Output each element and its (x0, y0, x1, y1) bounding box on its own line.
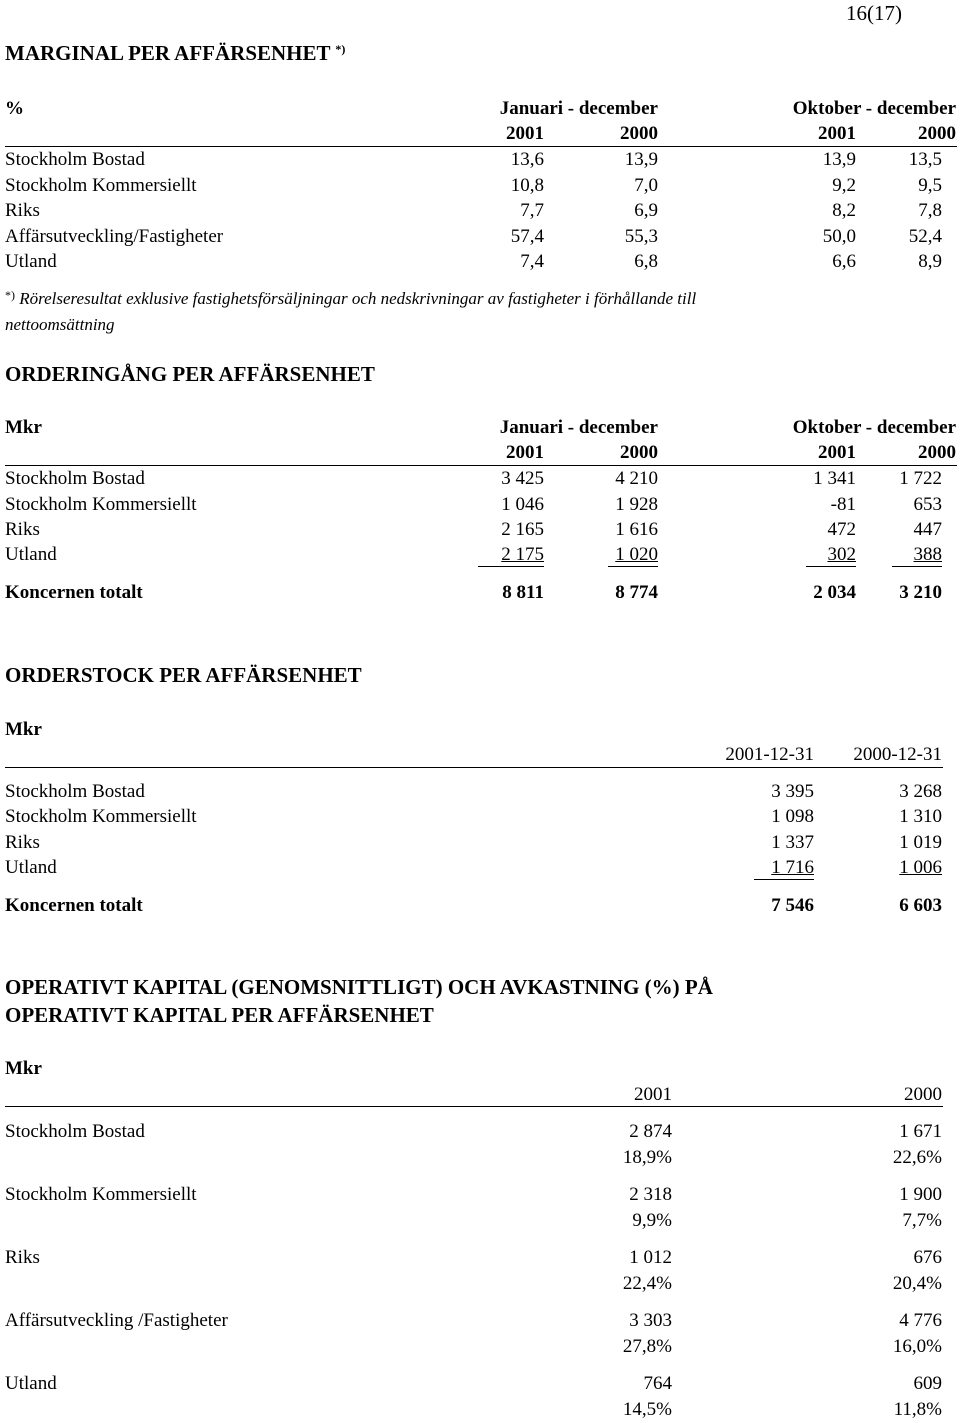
marginal-year: 2000 (620, 123, 658, 144)
orderingang-title: ORDERINGÅNG PER AFFÄRSENHET (5, 362, 375, 386)
kapital-title-line1: OPERATIVT KAPITAL (GENOMSNITTLIGT) OCH AVKASTNING (%) PÅ (5, 975, 713, 999)
table-row-label: Stockholm Bostad (5, 149, 145, 170)
table-cell: 6,6 (832, 251, 856, 272)
table-cell: 8,9 (918, 251, 942, 272)
kapital-year: 2000 (904, 1084, 942, 1105)
table-cell: 13,9 (624, 149, 658, 170)
table-cell: 13,5 (908, 149, 942, 170)
orderstock-total: 7 546 (771, 895, 814, 916)
orderstock-date: 2001-12-31 (725, 744, 814, 765)
marginal-unit: % (5, 98, 24, 119)
capital-cell: 2 318 (629, 1184, 672, 1205)
table-cell: 1 310 (899, 806, 942, 827)
table-row-label: Riks (5, 519, 40, 540)
sum-underline (892, 566, 942, 567)
orderstock-total-label: Koncernen totalt (5, 895, 143, 916)
table-cell: 1 019 (899, 832, 942, 853)
marginal-year: 2001 (506, 123, 544, 144)
marginal-footnote: *) Rörelseresultat exklusive fastighetsförsäljningar och nedskrivningar av fastigheter i förhållande till (5, 288, 697, 308)
header-divider (5, 146, 957, 147)
capital-cell: 2 874 (629, 1121, 672, 1142)
table-cell: 13,6 (510, 149, 544, 170)
table-cell: 1 722 (899, 468, 942, 489)
table-row-label: Stockholm Kommersiellt (5, 175, 197, 196)
return-cell: 7,7% (902, 1210, 942, 1231)
footnote-marker: *) (335, 42, 346, 56)
table-cell: 447 (913, 519, 942, 540)
table-cell: 3 425 (501, 468, 544, 489)
table-cell: 7,0 (634, 175, 658, 196)
orderingang-year: 2001 (506, 442, 544, 463)
orderingang-header-jan: Januari - december (499, 417, 658, 438)
orderingang-unit: Mkr (5, 417, 42, 438)
footnote-marker: *) (5, 288, 15, 302)
sum-underline (478, 566, 544, 567)
orderingang-year: 2000 (620, 442, 658, 463)
kapital-year: 2001 (634, 1084, 672, 1105)
marginal-header-jan: Januari - december (499, 98, 658, 119)
table-cell: 7,7 (520, 200, 544, 221)
table-row-label: Utland (5, 857, 57, 878)
capital-cell: 609 (913, 1373, 942, 1394)
marginal-header-okt: Oktober - december (792, 98, 956, 119)
orderstock-title: ORDERSTOCK PER AFFÄRSENHET (5, 663, 362, 687)
return-cell: 11,8% (893, 1399, 942, 1420)
table-row-label: Stockholm Bostad (5, 468, 145, 489)
capital-cell: 764 (643, 1373, 672, 1394)
capital-cell: 4 776 (899, 1310, 942, 1331)
table-cell: 3 395 (771, 781, 814, 802)
table-cell: 7,8 (918, 200, 942, 221)
return-cell: 27,8% (622, 1336, 672, 1357)
orderingang-total: 2 034 (813, 582, 856, 603)
table-cell: 2 175 (501, 544, 544, 565)
orderingang-total: 3 210 (899, 582, 942, 603)
return-cell: 9,9% (632, 1210, 672, 1231)
return-cell: 14,5% (622, 1399, 672, 1420)
table-cell: 1 020 (615, 544, 658, 565)
return-cell: 20,4% (892, 1273, 942, 1294)
table-cell: 388 (913, 544, 942, 565)
capital-cell: 1 012 (629, 1247, 672, 1268)
orderingang-total: 8 774 (615, 582, 658, 603)
orderstock-total: 6 603 (899, 895, 942, 916)
header-divider (5, 465, 957, 466)
return-cell: 22,4% (622, 1273, 672, 1294)
table-cell: 57,4 (510, 226, 544, 247)
page-number: 16(17) (846, 1, 902, 25)
table-row-label: Riks (5, 1247, 40, 1268)
table-row-label: Stockholm Bostad (5, 1121, 145, 1142)
table-row-label: Affärsutveckling /Fastigheter (5, 1310, 228, 1331)
sum-underline (608, 566, 658, 567)
orderingang-header-okt: Oktober - december (792, 417, 956, 438)
table-cell: 1 337 (771, 832, 814, 853)
table-cell: 1 006 (899, 857, 942, 878)
capital-cell: 676 (913, 1247, 942, 1268)
table-row-label: Stockholm Kommersiellt (5, 806, 197, 827)
orderingang-total-label: Koncernen totalt (5, 582, 143, 603)
table-row-label: Utland (5, 1373, 57, 1394)
table-cell: 1 098 (771, 806, 814, 827)
table-row-label: Riks (5, 832, 40, 853)
orderingang-year: 2000 (918, 442, 956, 463)
return-cell: 16,0% (892, 1336, 942, 1357)
table-cell: 50,0 (822, 226, 856, 247)
table-cell: 1 616 (615, 519, 658, 540)
orderstock-date: 2000-12-31 (853, 744, 942, 765)
header-divider (5, 767, 943, 768)
table-cell: 1 716 (771, 857, 814, 878)
sum-underline (806, 566, 856, 567)
sum-underline (754, 879, 814, 880)
kapital-unit: Mkr (5, 1058, 42, 1079)
capital-cell: 1 900 (899, 1184, 942, 1205)
table-cell: 2 165 (501, 519, 544, 540)
table-cell: 13,9 (822, 149, 856, 170)
table-cell: 7,4 (520, 251, 544, 272)
table-cell: 302 (827, 544, 856, 565)
table-cell: 472 (827, 519, 856, 540)
table-row-label: Affärsutveckling/Fastigheter (5, 226, 224, 247)
header-divider (5, 1106, 943, 1107)
table-cell: 4 210 (615, 468, 658, 489)
table-row-label: Utland (5, 544, 57, 565)
marginal-year: 2001 (818, 123, 856, 144)
table-cell: -81 (830, 494, 856, 515)
table-cell: 1 928 (615, 494, 658, 515)
table-cell: 1 341 (813, 468, 856, 489)
table-row-label: Riks (5, 200, 40, 221)
orderstock-unit: Mkr (5, 719, 42, 740)
table-row-label: Stockholm Kommersiellt (5, 494, 197, 515)
orderingang-year: 2001 (818, 442, 856, 463)
table-cell: 653 (913, 494, 942, 515)
table-cell: 10,8 (510, 175, 544, 196)
table-cell: 3 268 (899, 781, 942, 802)
table-cell: 9,2 (832, 175, 856, 196)
return-cell: 18,9% (622, 1147, 672, 1168)
marginal-year: 2000 (918, 123, 956, 144)
marginal-footnote-cont: nettoomsättning (5, 315, 115, 334)
table-row-label: Stockholm Bostad (5, 781, 145, 802)
capital-cell: 3 303 (629, 1310, 672, 1331)
table-cell: 6,8 (634, 251, 658, 272)
table-row-label: Stockholm Kommersiellt (5, 1184, 197, 1205)
marginal-title: MARGINAL PER AFFÄRSENHET *) (5, 41, 346, 65)
table-cell: 1 046 (501, 494, 544, 515)
table-cell: 8,2 (832, 200, 856, 221)
table-cell: 6,9 (634, 200, 658, 221)
capital-cell: 1 671 (899, 1121, 942, 1142)
table-row-label: Utland (5, 251, 57, 272)
table-cell: 9,5 (918, 175, 942, 196)
table-cell: 55,3 (624, 226, 658, 247)
table-cell: 52,4 (908, 226, 942, 247)
kapital-title-line2: OPERATIVT KAPITAL PER AFFÄRSENHET (5, 1003, 434, 1027)
return-cell: 22,6% (892, 1147, 942, 1168)
orderingang-total: 8 811 (502, 582, 544, 603)
